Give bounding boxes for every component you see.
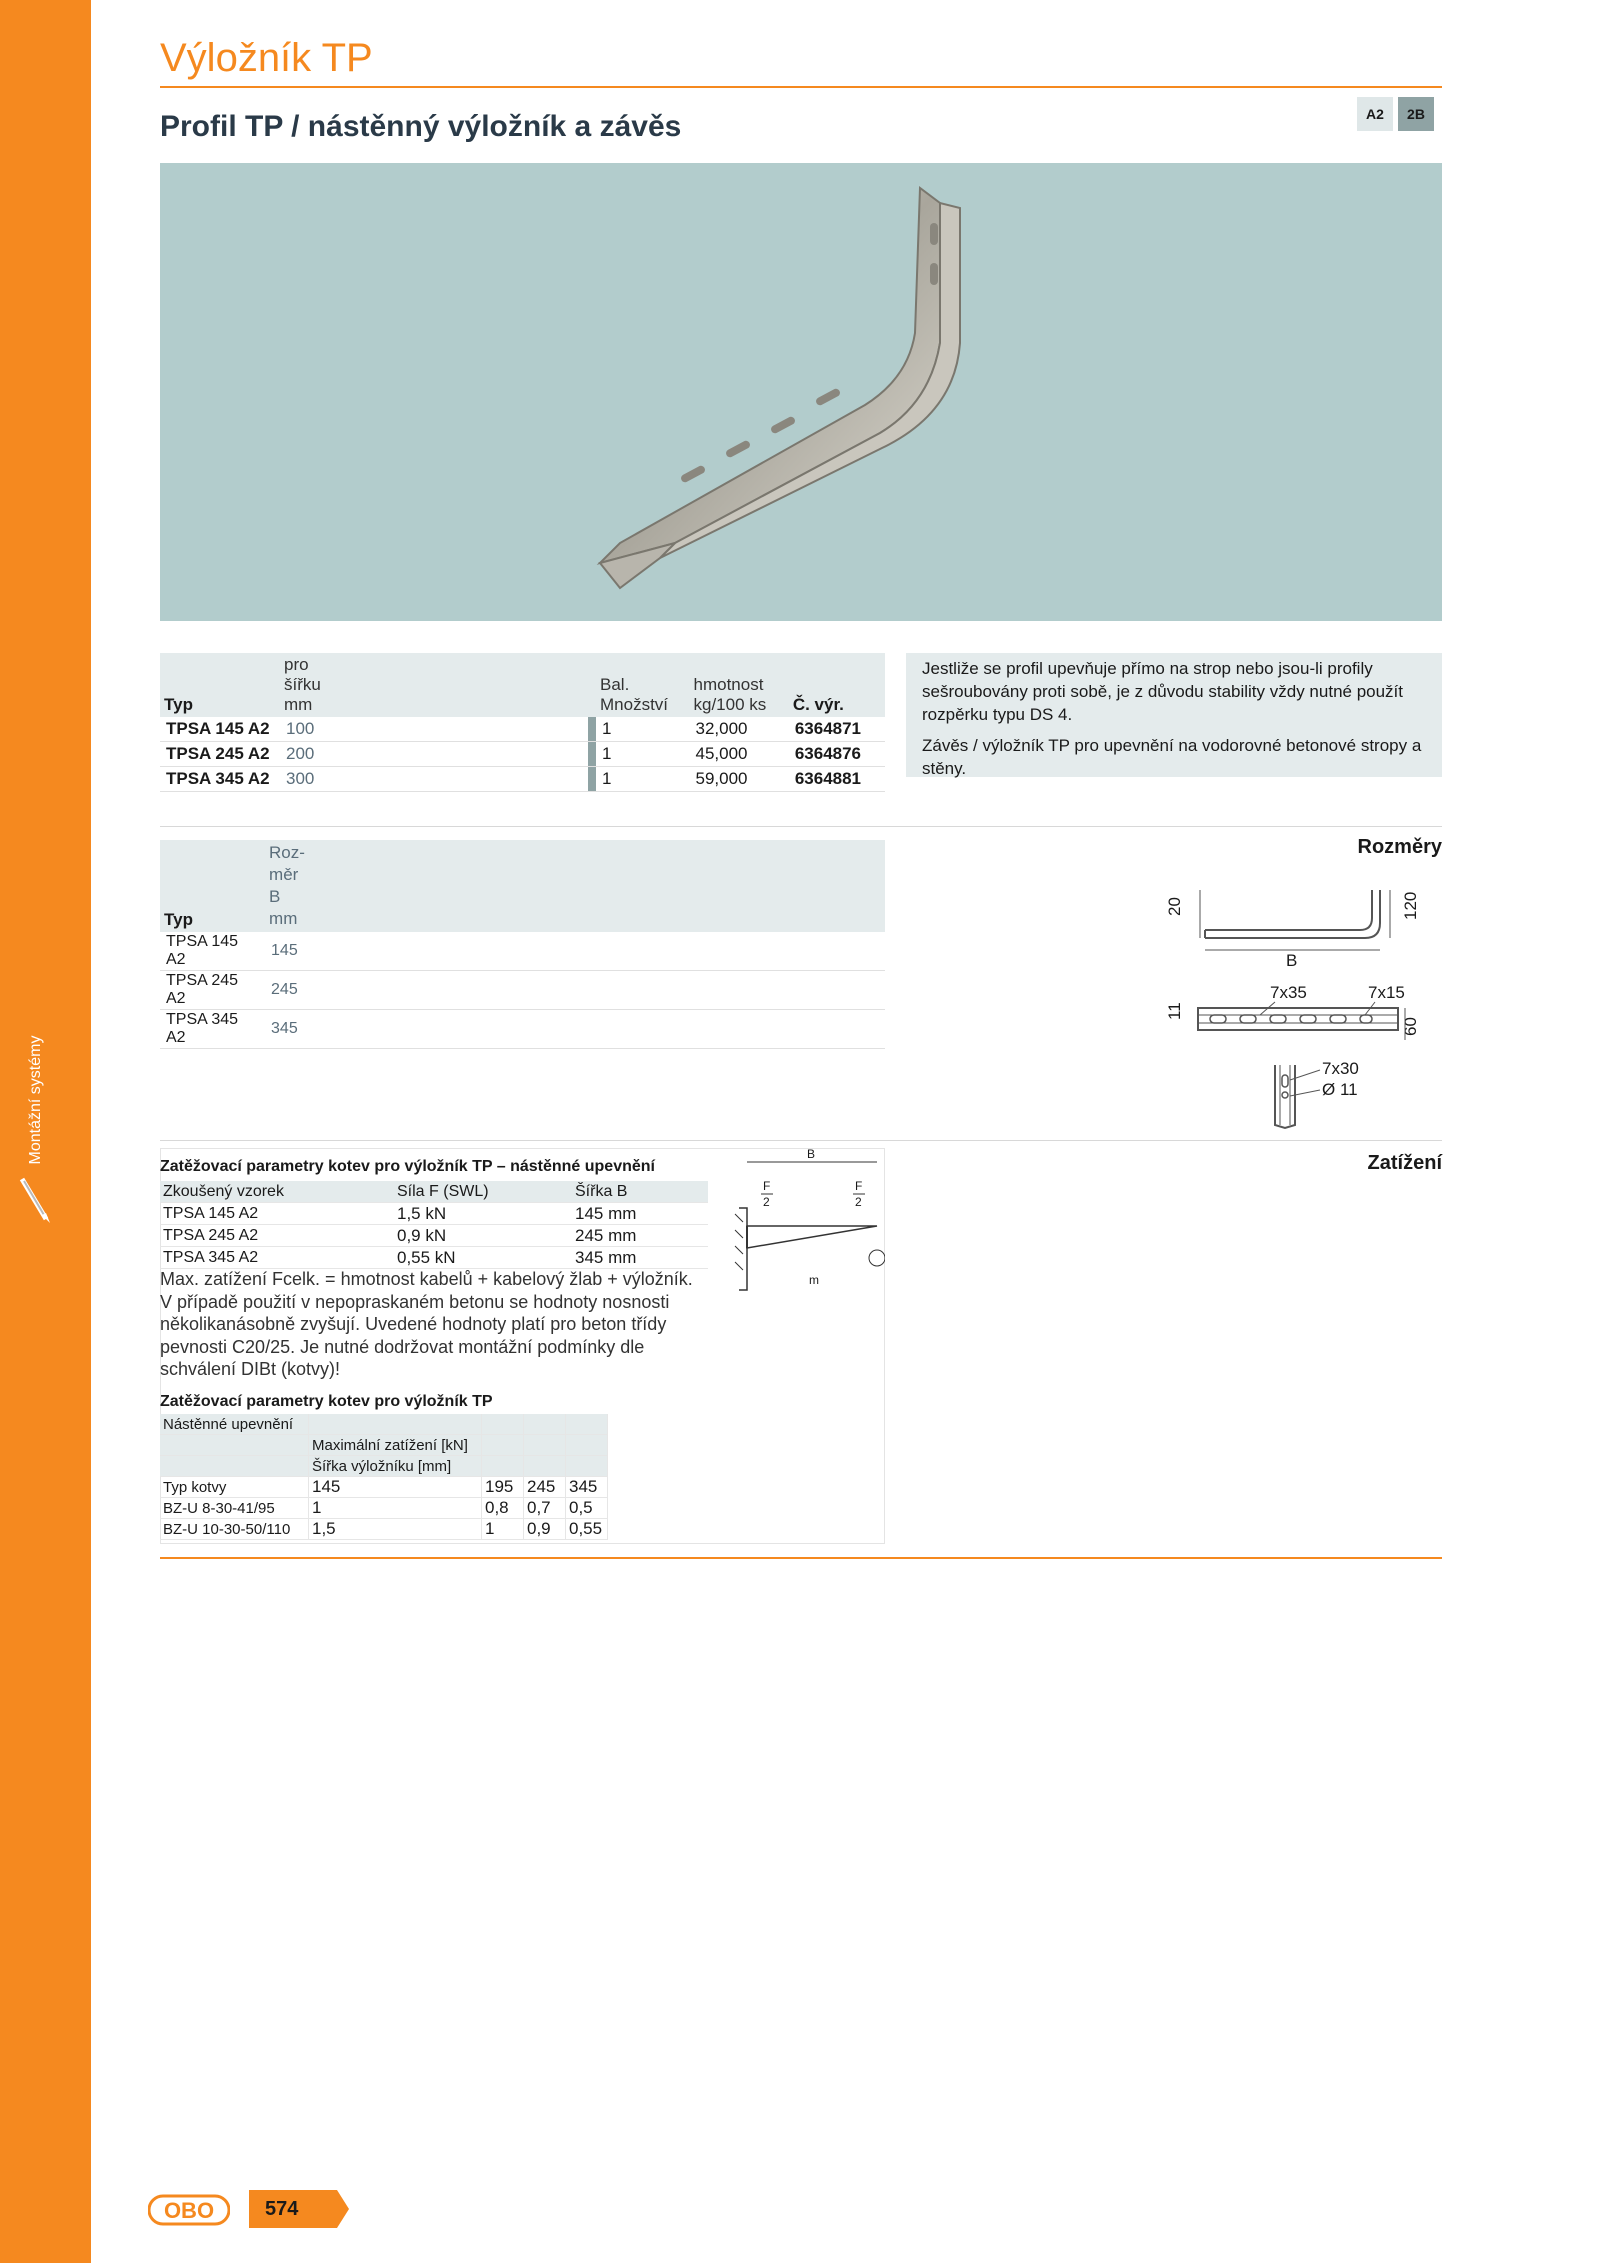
divider (160, 1140, 1442, 1141)
page-number: 574 (249, 2190, 349, 2228)
page-subtitle: Profil TP / nástěnný výložník a závěs (160, 110, 682, 143)
table-row: TPSA 345 A2 300 1 59,000 6364881 (160, 767, 885, 792)
material-badge-2b: 2B (1398, 97, 1434, 131)
product-table (160, 653, 885, 792)
svg-text:120: 120 (1401, 891, 1420, 920)
load-explanation: Max. zatížení Fcelk. = hmotnost kabelů + kabelový žlab + výložník. V případě použití v nepopraskaném betonu se hodnoty nosnosti několikanásobně zvyšují. Uvedené hodnoty platí pro beton třídy pevnosti C20/25. Je nutné dodržovat montážní podmínky dle schválení DIBt (kotvy)! (160, 1269, 693, 1379)
svg-text:OBO: OBO (163, 2198, 215, 2223)
svg-text:60: 60 (1401, 1017, 1420, 1036)
screw-icon (18, 1175, 52, 1225)
table-row: BZ-U 10-30-50/110 1,5 1 0,9 0,55 (160, 1519, 608, 1540)
svg-text:B: B (1286, 951, 1298, 970)
dimension-table: Typ Roz- měr B mm TPSA 145 A2 145 TPSA 245 A2 245 TPSA 345 A2 345 (160, 840, 885, 1049)
sidebar-section-label: Montážní systémy (27, 1035, 44, 1165)
page-title: Výložník TP (160, 36, 373, 80)
svg-text:B: B (807, 1148, 816, 1161)
svg-text:F: F (855, 1179, 863, 1193)
divider (160, 826, 1442, 827)
col-weight: hmotnost kg/100 ks (693, 675, 767, 714)
load-table-title: Zatěžovací parametry kotev pro výložník TP – nástěnné upevnění (160, 1158, 655, 1175)
load-test-table: Zkoušený vzorek Síla F (SWL) Šířka B TPSA 145 A2 1,5 kN 145 mm TPSA 245 A2 0,9 kN 245 mm TPSA 345 A2 0,55 kN 345 mm (160, 1181, 708, 1269)
svg-text:7x35: 7x35 (1270, 983, 1307, 1002)
table-row: TPSA 245 A2 245 (160, 971, 885, 1010)
table-row: TPSA 245 A2 0,9 kN 245 mm (160, 1225, 708, 1247)
anchor-table: Nástěnné upevnění Maximální zatížení [kN] Šířka výložníku [mm] Typ kotvy 145 195 245 345 BZ-U 8-30-41/95 1 0,8 0,7 0,5 BZ-U 10-30-50/110 1,5 1 0,9 0,55 (160, 1414, 608, 1540)
svg-text:Ø 11: Ø 11 (1322, 1080, 1358, 1099)
load-heading: Zatížení (1367, 1152, 1442, 1174)
svg-text:11: 11 (1165, 1002, 1184, 1020)
svg-text:m: m (809, 1273, 819, 1287)
col-width: pro šířku mm (284, 655, 321, 714)
obo-logo (148, 2193, 230, 2227)
table-row: TPSA 245 A2 200 1 45,000 6364876 (160, 742, 885, 767)
svg-text:7x30: 7x30 (1322, 1059, 1359, 1078)
title-rule (160, 86, 1442, 88)
col-art: Č. výr. (792, 695, 844, 714)
svg-text:2: 2 (763, 1195, 770, 1209)
svg-text:20: 20 (1165, 897, 1184, 916)
anchor-table-title: Zatěžovací parametry kotev pro výložník TP (160, 1393, 493, 1410)
product-photo (160, 163, 1442, 621)
table-row: TPSA 145 A2 100 1 32,000 6364871 (160, 717, 885, 742)
svg-text:7x15: 7x15 (1368, 983, 1405, 1002)
table-row: TPSA 345 A2 345 (160, 1010, 885, 1049)
table-row: TPSA 145 A2 145 (160, 932, 885, 971)
table-row: TPSA 145 A2 1,5 kN 145 mm (160, 1203, 708, 1225)
bottom-rule (160, 1557, 1442, 1559)
col-typ: Typ (164, 695, 193, 714)
dimension-drawing (1160, 870, 1445, 1135)
svg-text:2: 2 (855, 1195, 862, 1209)
mounting-note: Jestliže se profil upevňuje přímo na strop nebo jsou-li profily sešroubovány proti sobě, je z důvodu stability vždy nutné použít rozpěrku typu DS 4. Závěs / výložník TP pro upevnění na vodorovné betonové stropy a stěny. (906, 653, 1442, 777)
table-row: TPSA 345 A2 0,55 kN 345 mm (160, 1247, 708, 1269)
load-diagram (725, 1148, 885, 1308)
dimensions-heading: Rozměry (1357, 836, 1442, 858)
col-qty: Bal. Množství (600, 675, 669, 714)
svg-text:F: F (763, 1179, 771, 1193)
material-badge-a2: A2 (1357, 97, 1393, 131)
table-row: BZ-U 8-30-41/95 1 0,8 0,7 0,5 (160, 1498, 608, 1519)
col-dimension-b: Roz- měr B mm (269, 843, 305, 928)
